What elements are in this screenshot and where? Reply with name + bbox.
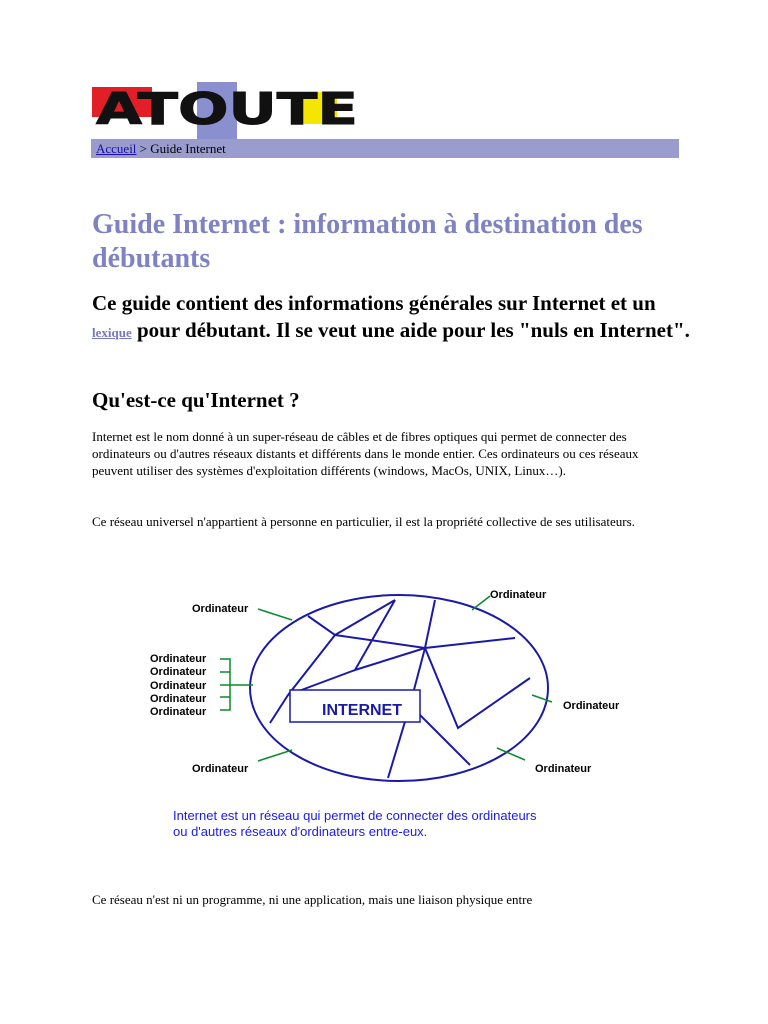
diagram-caption-line2: ou d'autres réseaux d'ordinateurs entre-eux. [173,824,428,839]
diagram-caption-line1: Internet est un réseau qui permet de connecter des ordinateurs [173,808,537,823]
breadcrumb-separator: > [136,141,151,156]
ordinateur-label: Ordinateur [150,706,207,718]
ordinateur-label: Ordinateur [192,763,249,775]
ordinateur-label: Ordinateur [150,693,207,705]
ordinateur-label: Ordinateur [150,666,207,678]
breadcrumb-current: Guide Internet [150,141,226,156]
internet-network-diagram [140,580,620,850]
intro-part2: pour débutant. Il se veut une aide pour les "nuls en Internet". [131,318,690,342]
ordinateur-label: Ordinateur [150,680,207,692]
ordinateur-label: Ordinateur [490,589,547,601]
breadcrumb [91,139,679,158]
ordinateur-label: Ordinateur [563,700,620,712]
paragraph-3: Ce réseau n'est ni un programme, ni une application, mais une liaison physique entre [92,892,533,907]
atoute-logo[interactable] [92,82,364,142]
ordinateur-label: Ordinateur [150,653,207,665]
intro-part1: Ce guide contient des informations générales sur Internet et un [92,291,656,315]
page-title: Guide Internet : information à destination des débutants [92,209,643,274]
paragraph-2: Ce réseau universel n'appartient à personne en particulier, il est la propriété collective de ses utilisateurs. [92,514,635,529]
section-heading: Qu'est-ce qu'Internet ? [92,388,300,412]
paragraph-1: Internet est le nom donné à un super-réseau de câbles et de fibres optiques qui permet de connecter des ordinateurs ou d'autres réseaux distants et différents dans le monde entier. Ces ordinateurs ou ces réseaux peuvent utiliser des systèmes d'exploitation différents (windows, MacOs, UNIX, Linux…). [92,429,639,478]
lexique-link[interactable]: lexique [92,325,132,340]
intro-text [92,290,692,346]
breadcrumb-home-link[interactable]: Accueil [96,141,137,156]
ordinateur-label: Ordinateur [535,763,592,775]
logo-text: ATOUTE [96,84,358,135]
ordinateur-label: Ordinateur [192,603,249,615]
network-links [270,600,530,778]
internet-label: INTERNET [322,702,402,719]
